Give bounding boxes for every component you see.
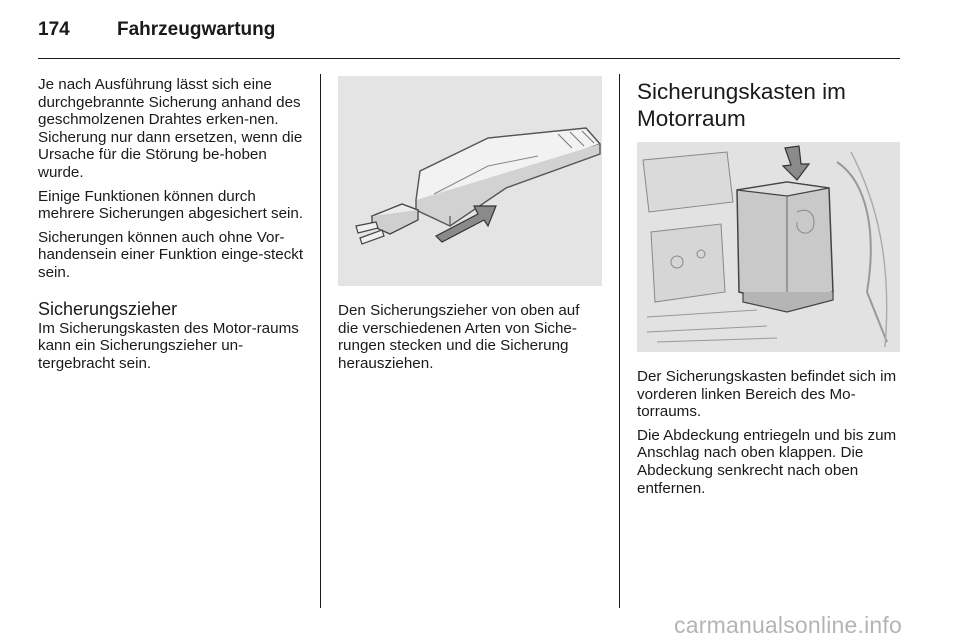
fuse-puller-drawing: [338, 76, 602, 286]
column-middle: [338, 76, 602, 378]
column-divider-right: [619, 74, 620, 608]
fuse-box-drawing: [637, 142, 900, 352]
subheading-fuse-puller: Sicherungszieher: [38, 298, 178, 319]
fuse-box-illustration: [637, 142, 900, 352]
paragraph-fuse-box-location: Der Sicherungskasten befindet sich im vorderen linken Bereich des Mo-torraums.: [637, 368, 897, 421]
paragraph-fuse-check: Je nach Ausführung lässt sich eine durchgebrannte Sicherung anhand des geschmolzenen Drahtes erken-nen. Sicherung nur dann ersetzen, wenn die Ursache für die Störung be-hoben wurde.: [38, 76, 303, 181]
paragraph-multiple-fuses: Einige Funktionen können durch mehrere Sicherungen abgesichert sein.: [38, 187, 304, 223]
paragraph-cover-removal: Die Abdeckung entriegeln und bis zum Anschlag nach oben klappen. Die Abdeckung senkrecht nach oben entfernen.: [637, 426, 897, 497]
column-divider-left: [320, 74, 321, 608]
column-right: [637, 76, 900, 503]
fuse-puller-illustration: [338, 76, 602, 286]
figure-caption-fuse-puller: Den Sicherungszieher von oben auf die verschiedenen Arten von Siche-rungen stecken und die Sicherung herausziehen.: [338, 302, 580, 372]
paragraph-spare-fuses: Sicherungen können auch ohne Vor-handensein einer Funktion einge-steckt sein.: [38, 228, 304, 281]
section-heading: Sicherungskasten im Motorraum: [637, 79, 846, 131]
page-header: [38, 16, 900, 59]
column-left: [38, 76, 304, 378]
watermark: carmanualsonline.info: [674, 612, 902, 638]
chapter-title: Fahrzeugwartung: [117, 19, 276, 40]
page-number: 174: [38, 19, 70, 40]
paragraph-fuse-puller: Im Sicherungskasten des Motor-raums kann ein Sicherungszieher un-tergebracht sein.: [38, 319, 299, 372]
